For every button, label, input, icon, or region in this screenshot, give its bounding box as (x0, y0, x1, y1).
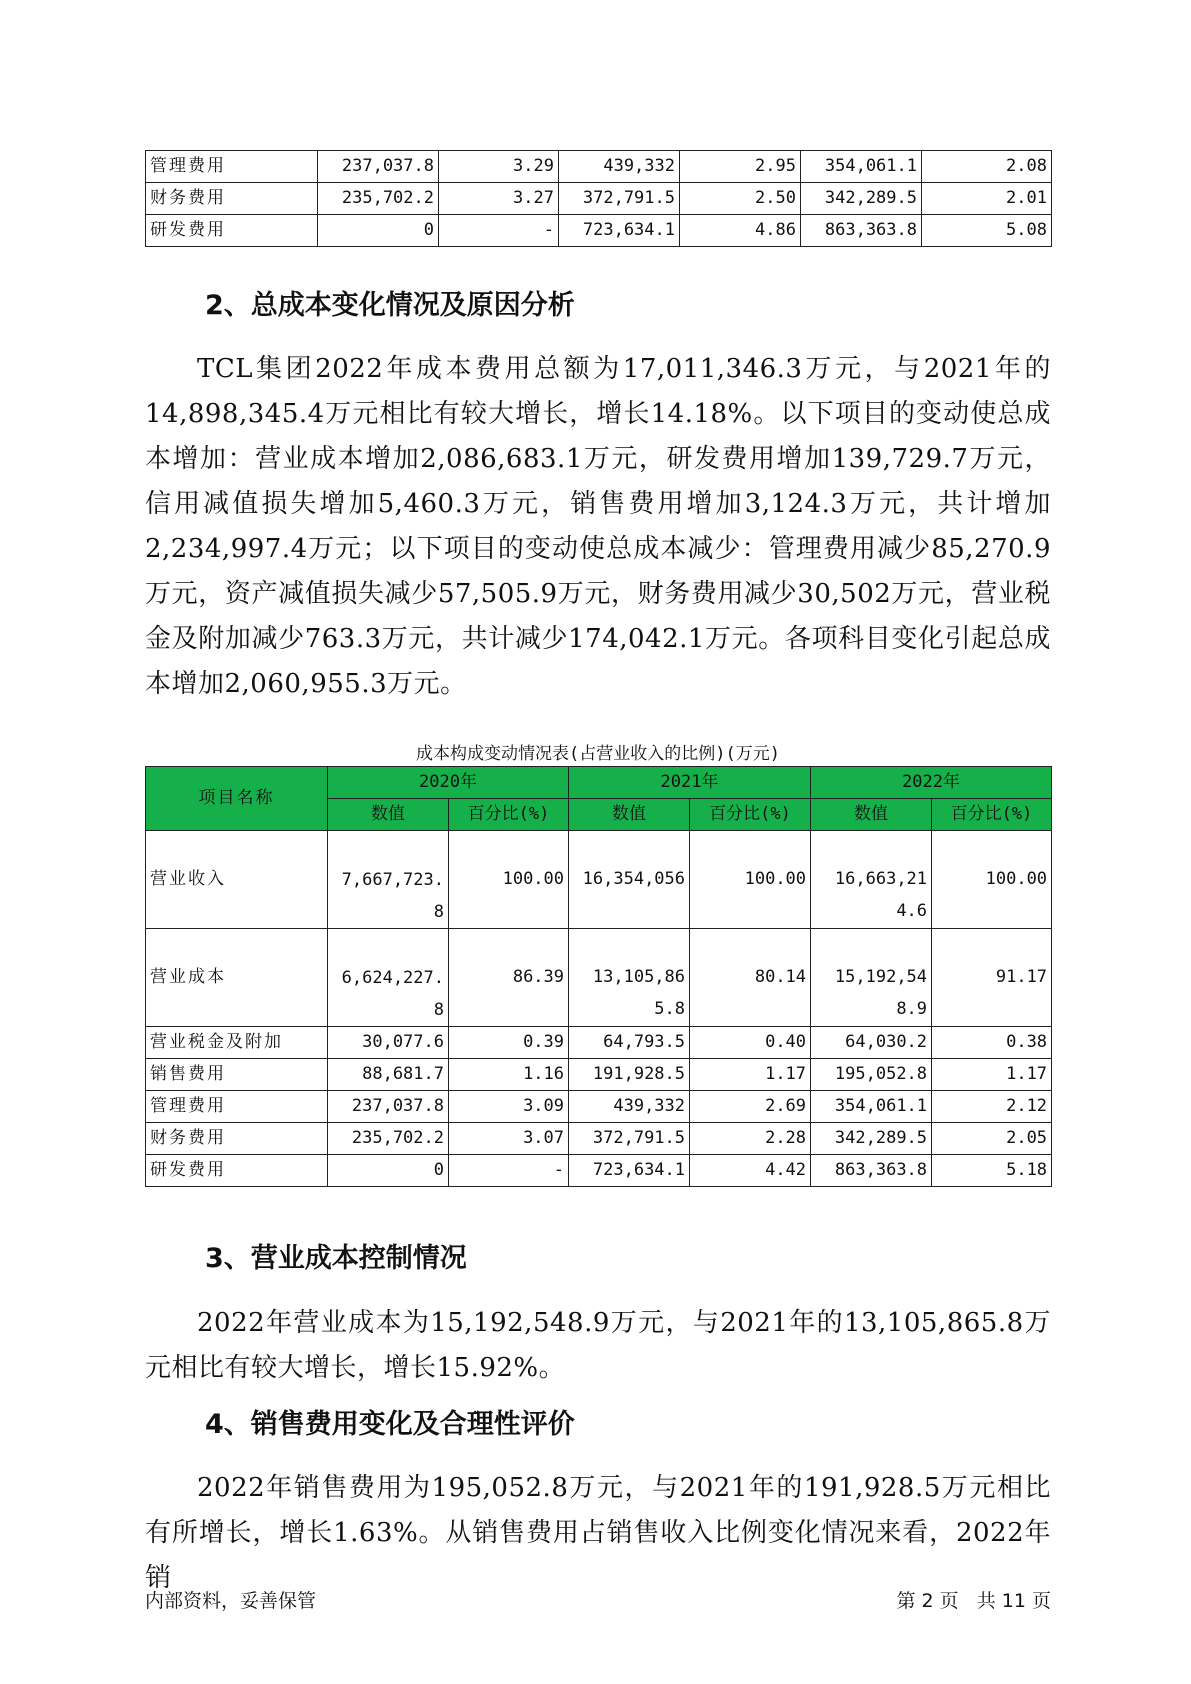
percent-2020: 3.09 (449, 1091, 569, 1123)
table-row (146, 1027, 1052, 1059)
row-name: 营业收入 (146, 831, 328, 929)
percent-2020: - (439, 215, 559, 247)
value-2021: 16,354,056 (569, 831, 690, 929)
percent-2021: 2.95 (680, 151, 801, 183)
value-2020: 0 (328, 1155, 449, 1187)
value-2021: 372,791.5 (559, 183, 680, 215)
value-2021: 372,791.5 (569, 1123, 690, 1155)
value-2021: 723,634.1 (559, 215, 680, 247)
row-name: 研发费用 (146, 1155, 328, 1187)
percent-2020: - (449, 1155, 569, 1187)
value-2021: 723,634.1 (569, 1155, 690, 1187)
section-heading: 4、销售费用变化及合理性评价 (205, 1409, 575, 1440)
row-name: 财务费用 (146, 183, 318, 215)
header-year-2022: 2022年 (811, 767, 1052, 799)
cost-structure-table (145, 766, 1052, 1187)
header-item-name: 项目名称 (146, 767, 328, 831)
header-percent: 百分比(%) (449, 799, 569, 831)
percent-2020: 86.39 (449, 929, 569, 1027)
table-row (146, 1059, 1052, 1091)
percent-2022: 100.00 (932, 831, 1052, 929)
value-2020: 7,667,723.8 (328, 831, 449, 929)
table-row (146, 215, 1052, 247)
value-2021: 64,793.5 (569, 1027, 690, 1059)
percent-2022: 1.17 (932, 1059, 1052, 1091)
percent-2022: 2.01 (922, 183, 1052, 215)
section-heading: 2、总成本变化情况及原因分析 (205, 290, 575, 321)
value-2020: 6,624,227.8 (328, 929, 449, 1027)
value-2021: 13,105,865.8 (569, 929, 690, 1027)
percent-2021: 2.50 (680, 183, 801, 215)
section-paragraph: 2022年销售费用为195,052.8万元，与2021年的191,928.5万元相比有所增长，增长1.63%。从销售费用占销售收入比例变化情况来看，2022年销 (145, 1473, 1051, 1593)
footer-page-number: 第 2 页 共 11 页 (896, 1590, 1051, 1612)
value-2020: 237,037.8 (328, 1091, 449, 1123)
percent-2021: 80.14 (690, 929, 811, 1027)
percent-2021: 4.86 (680, 215, 801, 247)
percent-2022: 5.08 (922, 215, 1052, 247)
percent-2020: 3.07 (449, 1123, 569, 1155)
row-name: 营业成本 (146, 929, 328, 1027)
table-row (146, 929, 1052, 1027)
section-heading: 3、营业成本控制情况 (205, 1243, 467, 1274)
percent-2022: 0.38 (932, 1027, 1052, 1059)
header-percent: 百分比(%) (690, 799, 811, 831)
value-2021: 439,332 (569, 1091, 690, 1123)
row-name: 销售费用 (146, 1059, 328, 1091)
value-2022: 342,289.5 (811, 1123, 932, 1155)
table-row (146, 831, 1052, 929)
header-year-2021: 2021年 (569, 767, 811, 799)
value-2021: 191,928.5 (569, 1059, 690, 1091)
section-paragraph: TCL集团2022年成本费用总额为17,011,346.3万元，与2021年的14,898,345.4万元相比有较大增长，增长14.18%。以下项目的变动使总成本增加：营业成本增加2,086,683.1万元，研发费用增加139,729.7万元，信用减值损失增加5,460.3万元，销售费用增加3,124.3万元，共计增加2,234,997.4万元；以下项目的变动使总成本减少：管理费用减少85,270.9万元，资产减值损失减少57,505.9万元，财务费用减少30,502万元，营业税金及附加减少763.3万元，共计减少174,042.1万元。各项科目变化引起总成本增加2,060,955.3万元。 (145, 354, 1051, 699)
table-row (146, 151, 1052, 183)
percent-2022: 2.12 (932, 1091, 1052, 1123)
percent-2020: 0.39 (449, 1027, 569, 1059)
value-2022: 195,052.8 (811, 1059, 932, 1091)
percent-2021: 100.00 (690, 831, 811, 929)
table-row (146, 1123, 1052, 1155)
row-name: 管理费用 (146, 151, 318, 183)
footer-confidential-note: 内部资料，妥善保管 (145, 1590, 317, 1612)
percent-2021: 0.40 (690, 1027, 811, 1059)
percent-2020: 100.00 (449, 831, 569, 929)
value-2022: 354,061.1 (801, 151, 922, 183)
percent-2020: 1.16 (449, 1059, 569, 1091)
value-2022: 863,363.8 (811, 1155, 932, 1187)
percent-2021: 4.42 (690, 1155, 811, 1187)
table-row (146, 1091, 1052, 1123)
expense-table-continued (145, 150, 1052, 247)
percent-2021: 1.17 (690, 1059, 811, 1091)
percent-2021: 2.69 (690, 1091, 811, 1123)
value-2022: 16,663,214.6 (811, 831, 932, 929)
value-2020: 237,037.8 (318, 151, 439, 183)
percent-2020: 3.29 (439, 151, 559, 183)
value-2022: 64,030.2 (811, 1027, 932, 1059)
table-caption: 成本构成变动情况表(占营业收入的比例)(万元) (416, 744, 780, 764)
header-value: 数值 (811, 799, 932, 831)
value-2022: 15,192,548.9 (811, 929, 932, 1027)
percent-2022: 5.18 (932, 1155, 1052, 1187)
table-row (146, 1155, 1052, 1187)
header-percent: 百分比(%) (932, 799, 1052, 831)
table-row (146, 183, 1052, 215)
row-name: 营业税金及附加 (146, 1027, 328, 1059)
header-value: 数值 (569, 799, 690, 831)
row-name: 财务费用 (146, 1123, 328, 1155)
value-2020: 88,681.7 (328, 1059, 449, 1091)
section-paragraph: 2022年营业成本为15,192,548.9万元，与2021年的13,105,865.8万元相比有较大增长，增长15.92%。 (145, 1308, 1051, 1383)
percent-2022: 91.17 (932, 929, 1052, 1027)
value-2021: 439,332 (559, 151, 680, 183)
value-2020: 235,702.2 (318, 183, 439, 215)
row-name: 管理费用 (146, 1091, 328, 1123)
value-2020: 0 (318, 215, 439, 247)
percent-2020: 3.27 (439, 183, 559, 215)
value-2020: 30,077.6 (328, 1027, 449, 1059)
value-2022: 863,363.8 (801, 215, 922, 247)
value-2020: 235,702.2 (328, 1123, 449, 1155)
row-name: 研发费用 (146, 215, 318, 247)
value-2022: 342,289.5 (801, 183, 922, 215)
percent-2022: 2.08 (922, 151, 1052, 183)
table-header-row (146, 767, 1052, 799)
header-value: 数值 (328, 799, 449, 831)
percent-2022: 2.05 (932, 1123, 1052, 1155)
value-2022: 354,061.1 (811, 1091, 932, 1123)
header-year-2020: 2020年 (328, 767, 569, 799)
percent-2021: 2.28 (690, 1123, 811, 1155)
